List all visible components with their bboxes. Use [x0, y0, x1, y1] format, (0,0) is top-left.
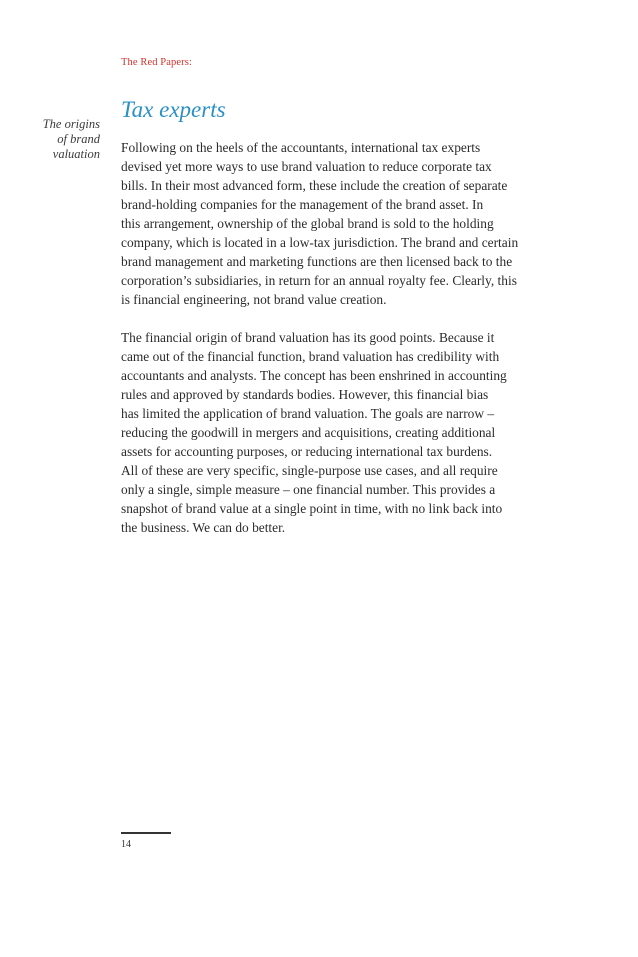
margin-label-line: valuation	[52, 147, 100, 161]
text-line: Following on the heels of the accountants, international tax experts	[121, 140, 481, 155]
running-head: The Red Papers:	[121, 57, 192, 68]
text-line: company, which is located in a low-tax jurisdiction. The brand and certain	[121, 235, 519, 250]
text-line: devised yet more ways to use brand valuation to reduce corporate tax	[121, 159, 492, 174]
section-title: Tax experts	[121, 97, 226, 122]
margin-label-line: The origins	[42, 117, 100, 131]
text-line: brand-holding companies for the management of the brand asset. In	[121, 197, 484, 212]
text-line: has limited the application of brand valuation. The goals are narrow –	[121, 406, 495, 421]
body-text	[121, 138, 569, 556]
text-line: rules and approved by standards bodies. However, this financial bias	[121, 387, 489, 402]
paragraph	[121, 328, 569, 537]
text-line: only a single, simple measure – one financial number. This provides a	[121, 482, 496, 497]
text-line: reducing the goodwill in mergers and acquisitions, creating additional	[121, 425, 496, 440]
paragraph	[121, 138, 569, 309]
text-line: snapshot of brand value at a single point in time, with no link back into	[121, 501, 503, 516]
text-line: this arrangement, ownership of the global brand is sold to the holding	[121, 216, 494, 231]
text-line: assets for accounting purposes, or reducing international tax burdens.	[121, 444, 493, 459]
text-line: corporation’s subsidiaries, in return for an annual royalty fee. Clearly, this	[121, 273, 517, 288]
text-line: accountants and analysts. The concept has been enshrined in accounting	[121, 368, 507, 383]
margin-label	[20, 117, 100, 162]
text-line: came out of the financial function, brand valuation has credibility with	[121, 349, 500, 364]
page-number: 14	[121, 839, 131, 850]
text-line: brand management and marketing functions are then licensed back to the	[121, 254, 513, 269]
text-line: is financial engineering, not brand value creation.	[121, 292, 387, 307]
text-line: the business. We can do better.	[121, 520, 286, 535]
text-line: The financial origin of brand valuation has its good points. Because it	[121, 330, 495, 345]
margin-label-line: of brand	[57, 132, 100, 146]
text-line: bills. In their most advanced form, these include the creation of separate	[121, 178, 508, 193]
footer-rule	[121, 832, 171, 834]
text-line: All of these are very specific, single-purpose use cases, and all require	[121, 463, 498, 478]
